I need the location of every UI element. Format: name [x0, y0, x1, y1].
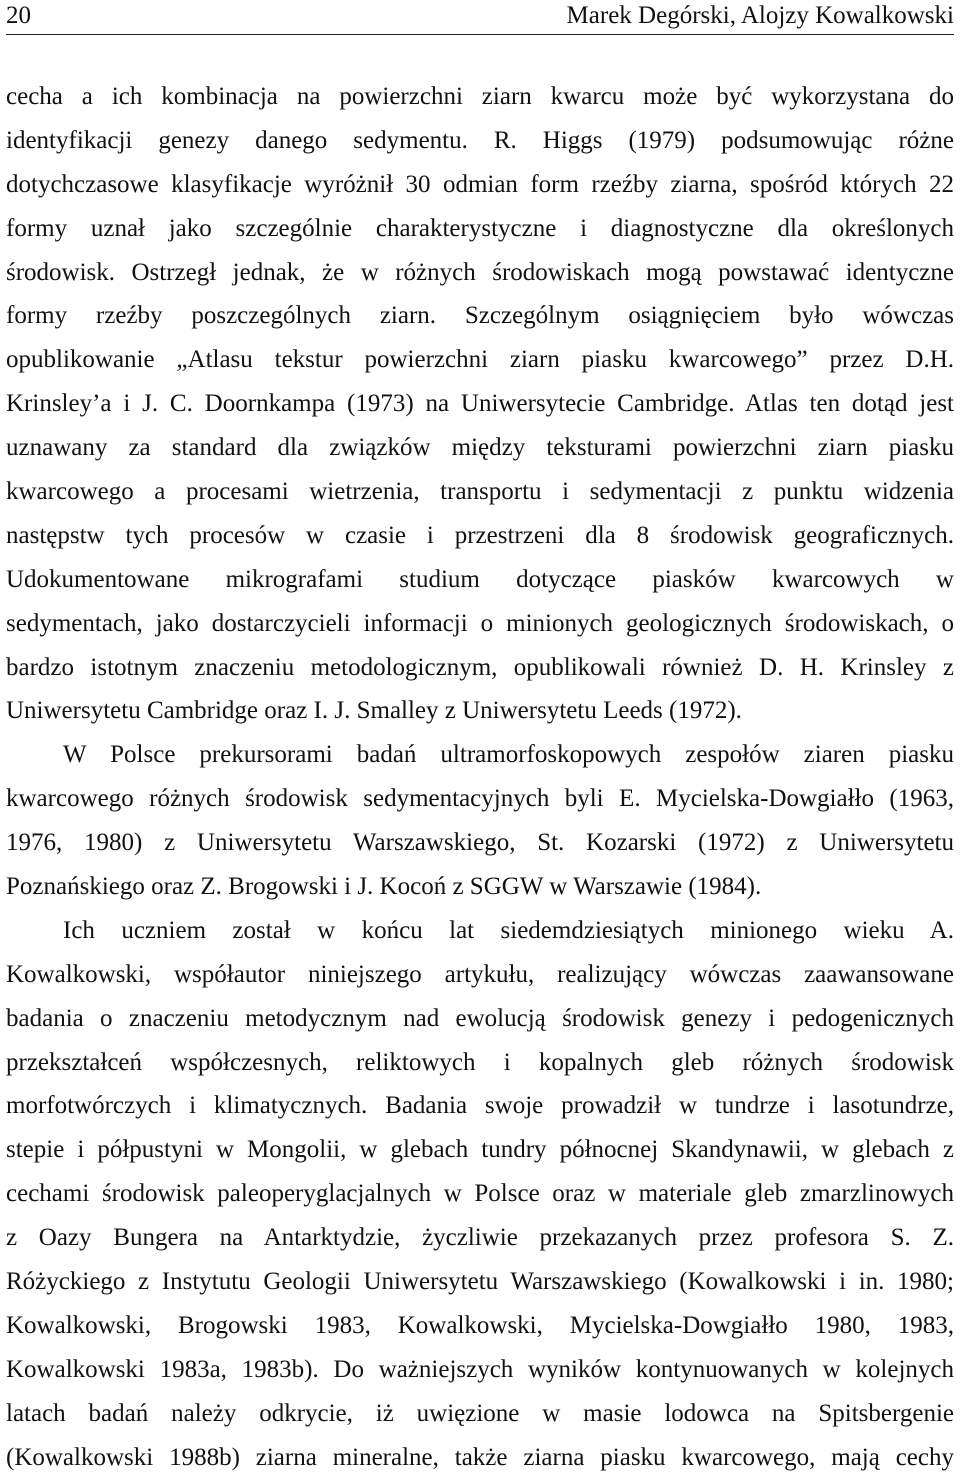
paragraph-1 [6, 75, 954, 733]
text-line: stepie i półpustyni w Mongolii, w glebach tundry północnej Skandynawii, w glebach z [6, 1136, 954, 1164]
text-line: sedymentach, jako dostarczycieli informacji o minionych geologicznych środowiskach, o [6, 609, 954, 637]
text-line: opublikowanie „Atlasu tekstur powierzchni ziarn piasku kwarcowego” przez D.H. [6, 346, 954, 374]
page-header [6, 0, 954, 35]
text-line: z Oazy Bungera na Antarktydzie, życzliwie przekazanych przez profesora S. Z. [6, 1224, 954, 1252]
text-line: następstw tych procesów w czasie i przestrzeni dla 8 środowisk geograficznych. [6, 521, 954, 549]
text-line: 1976, 1980) z Uniwersytetu Warszawskiego, St. Kozarski (1972) z Uniwersytetu [6, 829, 954, 857]
text-line: Różyckiego z Instytutu Geologii Uniwersytetu Warszawskiego (Kowalkowski i in. 1980; [6, 1268, 954, 1296]
text-line: Poznańskiego oraz Z. Brogowski i J. Kocoń z SGGW w Warszawie (1984). [6, 873, 762, 901]
text-line: cecha a ich kombinacja na powierzchni ziarn kwarcu może być wykorzystana do [6, 83, 954, 110]
text-line: morfotwórczych i klimatycznych. Badania swoje prowadził w tundrze i lasotundrze, [6, 1092, 954, 1120]
text-line: dotychczasowe klasyfikacje wyróżnił 30 odmian form rzeźby ziarna, spośród których 22 [6, 170, 954, 198]
text-line: Kowalkowski, współautor niniejszego artykułu, realizujący wówczas zaawansowane [6, 960, 954, 988]
text-line: identyfikacji genezy danego sedymentu. R. Higgs (1979) podsumowując różne [6, 126, 954, 154]
text-line: Kowalkowski 1983a, 1983b). Do ważniejszych wyników kontynuowanych w kolejnych [6, 1355, 954, 1383]
text-line: kwarcowego różnych środowisk sedymentacyjnych byli E. Mycielska-Dowgiałło (1963, [6, 785, 954, 813]
text-line: uznawany za standard dla związków między teksturami powierzchni ziarn piasku [6, 434, 954, 462]
body-text [6, 75, 954, 1480]
text-line: formy uznał jako szczególnie charakterystyczne i diagnostyczne dla określonych [6, 214, 954, 242]
running-head: Marek Degórski, Alojzy Kowalkowski [566, 2, 954, 29]
text-line: bardzo istotnym znaczeniu metodologicznym, opublikowali również D. H. Krinsley z [6, 653, 954, 681]
paragraph-2 [6, 733, 954, 909]
text-line: cechami środowisk paleoperyglacjalnych w Polsce oraz w materiale gleb zmarzlinowych [6, 1180, 954, 1208]
text-line: kwarcowego a procesami wietrzenia, transportu i sedymentacji z punktu widzenia [6, 478, 954, 506]
text-line: środowisk. Ostrzegł jednak, że w różnych środowiskach mogą powstawać identyczne [6, 258, 954, 286]
text-line: Krinsley’a i J. C. Doornkampa (1973) na Uniwersytecie Cambridge. Atlas ten dotąd jest [6, 390, 954, 418]
text-line: latach badań należy odkrycie, iż uwięzione w masie lodowca na Spitsbergenie [6, 1399, 954, 1427]
text-line: Ich uczniem został w końcu lat siedemdziesiątych minionego wieku A. [63, 916, 954, 944]
text-line: badania o znaczeniu metodycznym nad ewolucją środowisk genezy i pedogenicznych [6, 1004, 954, 1032]
text-line: Udokumentowane mikrografami studium dotyczące piasków kwarcowych w [6, 565, 954, 593]
text-line: Kowalkowski, Brogowski 1983, Kowalkowski, Mycielska-Dowgiałło 1980, 1983, [6, 1311, 954, 1339]
text-line: W Polsce prekursorami badań ultramorfoskopowych zespołów ziaren piasku [63, 741, 954, 769]
text-line: formy rzeźby poszczególnych ziarn. Szczególnym osiągnięciem było wówczas [6, 302, 954, 330]
text-line: (Kowalkowski 1988b) ziarna mineralne, także ziarna piasku kwarcowego, mają cechy [6, 1443, 954, 1471]
paragraph-3 [6, 909, 954, 1480]
page-number: 20 [6, 2, 31, 29]
text-line: Uniwersytetu Cambridge oraz I. J. Smalley z Uniwersytetu Leeds (1972). [6, 697, 742, 725]
text-line: przekształceń współczesnych, reliktowych i kopalnych gleb różnych środowisk [6, 1048, 954, 1076]
